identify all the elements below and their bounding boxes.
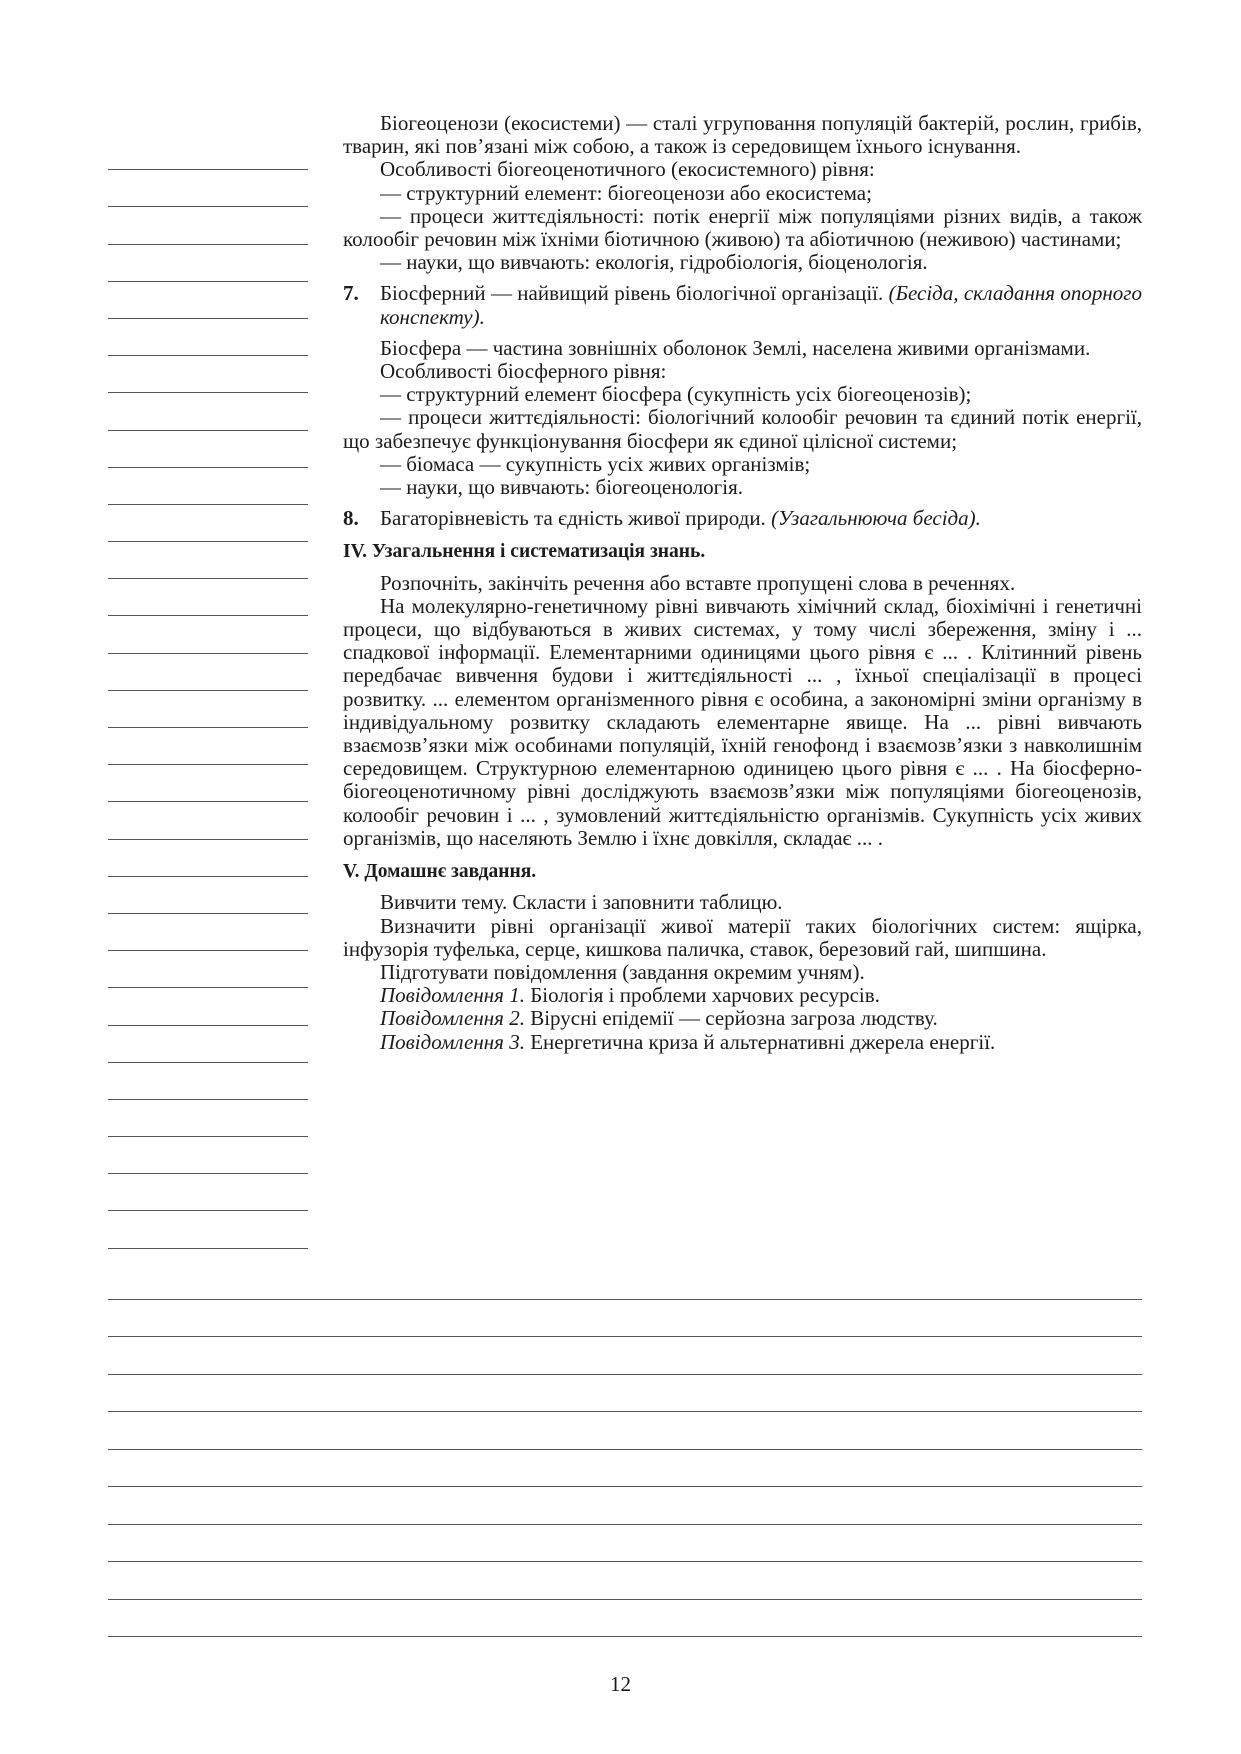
item-note: (Бесіда, складання опорного конспекту). [380,281,1142,329]
margin-line [108,356,308,393]
writing-line [108,1450,1142,1488]
writing-line [108,1562,1142,1600]
writing-line [108,1262,1142,1300]
report-item [343,984,1142,1007]
item-number: 8. [343,506,359,531]
list-item: — структурний елемент: біогеоценози або екосистема; [380,180,872,205]
writing-line [108,1412,1142,1450]
margin-line [108,282,308,319]
margin-line [108,1137,308,1174]
numbered-item [343,282,1142,328]
margin-line [108,654,308,691]
paragraph: Біогеоценози (екосистеми) — сталі угруповання популяцій бактерій, рослин, грибів, тварин, які пов’язані між собою, а також із середовищем їхнього існування. [343,111,1142,159]
margin-line [108,1063,308,1100]
margin-line [108,319,308,356]
report-title: Енергетична криза й альтернативні джерела енергії. [530,1029,996,1054]
writing-line [108,1600,1142,1638]
paragraph: На молекулярно-генетичному рівні вивчають хімічний склад, біохімічні і генетичні процеси, що відбуваються в живих системах, у тому числі збереження, зміну і ... спадкової інформації. Елементарними одиницями цього рівня є ... . Клітинний рівень передбачає вивчення будови і життєдіяльності ... , їхньої спеціалізації в процесі розвитку. ... елементом організменного рівня є особина, а закономірні зміни організму в індивідуальному розвитку складають елементарне явище. На ... рівні вивчають взаємозв’язки між особинами популяцій, їхній генофонд і взаємозв’язки з навколишнім середовищем. Структурною елементарною одиницею цього рівня є ... . На біосферно-біогеоценотичному рівні досліджують взаємозв’язки між популяціями біогеоценозів, колообіг речовин і ... , зумовлений життєдіяльністю організмів. Сукупність усіх живих організмів, що населяють Землю і їхнє довкілля, складає ... . [343,593,1142,850]
item-note: (Узагальнююча бесіда). [771,506,981,531]
margin-line [108,840,308,877]
section-heading: IV. Узагальнення і систематизація знань. [343,541,706,563]
margin-line [108,765,308,802]
report-item [343,1031,1142,1054]
list-item: — процеси життєдіяльності: біологічний колообіг речовин та єдиний потік енергії, що забезпечує функціонування біосфери як єдиної цілісної системи; [343,405,1142,453]
margin-line [108,170,308,207]
section-heading: V. Домашнє завдання. [343,861,537,883]
margin-line [108,542,308,579]
margin-line [108,728,308,765]
report-item [343,1007,1142,1030]
margin-line [108,802,308,839]
paragraph: Визначити рівні організації живої матерії таких біологічних систем: ящірка, інфузорія туфелька, серце, кишкова паличка, ставок, березовий гай, шипшина. [343,913,1142,961]
margin-line [108,877,308,914]
list-item: — науки, що вивчають: біогеоценологія. [380,475,744,500]
margin-line [108,133,308,170]
paragraph: Біосфера — частина зовнішніх оболонок Землі, населена живими організмами. [380,335,1091,360]
list-item: — структурний елемент біосфера (сукупність усіх біогеоценозів); [380,382,972,407]
margin-note-lines [108,133,308,1249]
writing-line [108,1525,1142,1563]
margin-line [108,431,308,468]
item-text: Багаторівневість та єдність живої природи. [380,506,766,531]
margin-line [108,468,308,505]
margin-line [108,579,308,616]
writing-line [108,1337,1142,1375]
margin-line [108,207,308,244]
report-label: Повідомлення 1. [380,983,525,1008]
writing-line [108,1375,1142,1413]
main-text [343,112,1142,1054]
item-text: Біосферний — найвищий рівень біологічної організації. [380,281,884,306]
report-label: Повідомлення 3. [380,1029,525,1054]
writing-lines [108,1262,1142,1637]
margin-line [108,691,308,728]
margin-line [108,1100,308,1137]
writing-line [108,1487,1142,1525]
list-item: — біомаса — сукупність усіх живих організмів; [380,451,811,476]
margin-line [108,505,308,542]
margin-line [108,988,308,1025]
paragraph: Особливості біосферного рівня: [380,359,667,384]
report-label: Повідомлення 2. [380,1006,525,1031]
numbered-item [343,507,1142,530]
report-title: Біологія і проблеми харчових ресурсів. [530,983,880,1008]
margin-line [108,1026,308,1063]
list-item: — науки, що вивчають: екологія, гідробіологія, біоценологія. [380,250,928,275]
report-title: Вірусні епідемії — серйозна загроза людству. [530,1006,938,1031]
paragraph: Особливості біогеоценотичного (екосистемного) рівня: [380,157,875,182]
margin-line [108,616,308,653]
margin-line [108,1174,308,1211]
margin-line [108,914,308,951]
margin-line [108,245,308,282]
paragraph: Підготувати повідомлення (завдання окремим учням). [380,959,865,984]
item-number: 7. [343,281,359,306]
margin-line [108,1211,308,1248]
page-number: 12 [610,1672,631,1696]
list-item: — процеси життєдіяльності: потік енергії між популяціями різних видів, а також колообіг речовин між їхніми біотичною (живою) та абіотичною (неживою) частинами; [343,203,1142,252]
paragraph: Розпочніть, закінчіть речення або вставте пропущені слова в реченнях. [380,570,1016,595]
writing-line [108,1300,1142,1338]
paragraph: Вивчити тему. Скласти і заповнити таблицю. [380,890,783,915]
margin-line [108,393,308,430]
margin-line [108,951,308,988]
